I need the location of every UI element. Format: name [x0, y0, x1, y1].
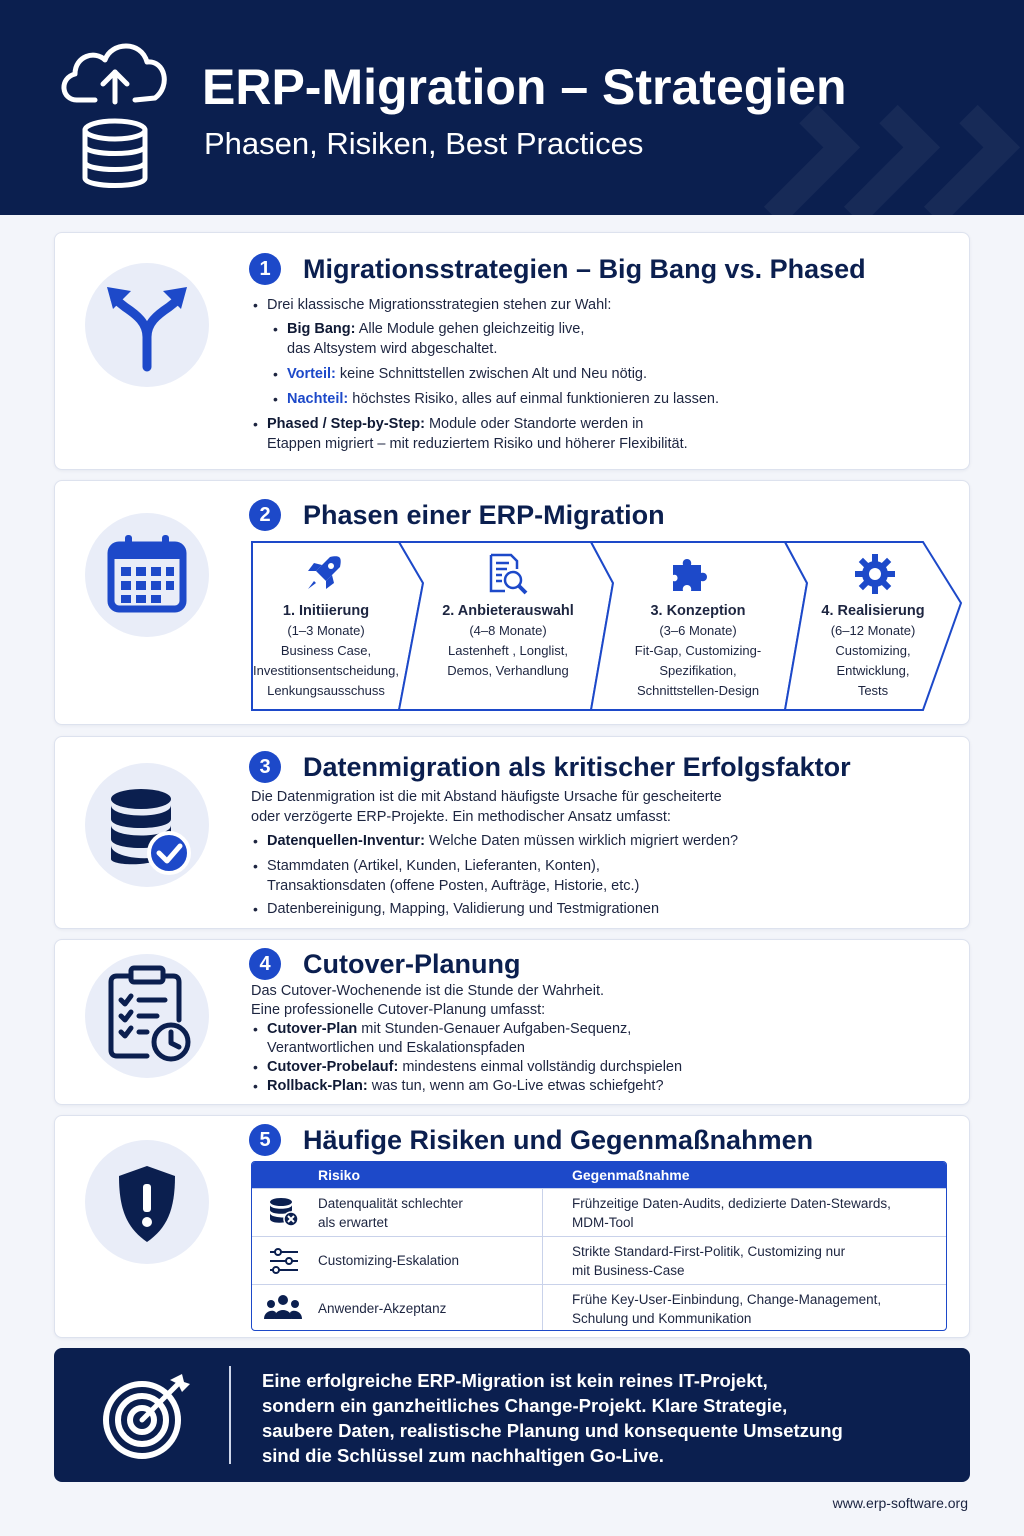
list-item [251, 295, 951, 315]
calendar-icon [85, 513, 209, 637]
gear-icon [852, 551, 898, 597]
phase-item [615, 601, 781, 701]
conclusion-line: saubere Daten, realistische Planung und konsequente Umsetzung [262, 1420, 843, 1441]
phase-duration: (4–8 Monate) [469, 623, 547, 638]
list-item [271, 389, 951, 409]
document-search-icon [485, 551, 531, 597]
measure-cell [572, 1290, 881, 1328]
bigbang-text-2: das Altsystem wird abgeschaltet. [287, 341, 498, 357]
rocket-icon [300, 551, 346, 597]
bigbang-label: Big Bang: [287, 321, 356, 337]
section-title: Cutover-Planung [303, 948, 521, 979]
risk-table [251, 1161, 947, 1331]
conclusion-text [262, 1368, 952, 1468]
phase-detail: Lenkungsausschuss [267, 683, 385, 698]
measure-text: Frühzeitige Daten-Audits, dedizierte Daten-Stewards, [572, 1196, 891, 1211]
icon-circle [85, 954, 209, 1078]
icon-circle [85, 513, 209, 637]
split-arrow-icon [85, 263, 209, 387]
bigbang-text: Alle Module gehen gleichzeitig live, [355, 321, 585, 337]
inventur-label: Datenquellen-Inventur: [267, 833, 425, 849]
list-item [251, 831, 951, 851]
phase-title: 2. Anbieterauswahl [442, 603, 574, 619]
probe-label: Cutover-Probelauf: [267, 1059, 399, 1075]
phased-text-2: Etappen migriert – mit reduziertem Risiko und höherer Flexibilität. [267, 436, 688, 452]
phase-detail: Spezifikation, [659, 663, 737, 678]
phase-title: 1. Initiierung [282, 603, 370, 619]
phase-detail: Customizing, [835, 643, 911, 658]
section-number: 5 [249, 1124, 281, 1156]
table-row [252, 1284, 946, 1331]
list-item [271, 364, 951, 384]
website-url[interactable]: www.erp-software.org [832, 1495, 968, 1511]
nachteil-label: Nachteil: [287, 391, 349, 407]
risk-text: Datenqualität schlechter [318, 1196, 463, 1211]
measure-text-2: mit Business-Case [572, 1263, 685, 1278]
target-icon [98, 1366, 194, 1462]
section-number: 3 [249, 751, 281, 783]
intro-text: Die Datenmigration ist die mit Abstand häufigste Ursache für gescheiterte [251, 789, 722, 805]
stammdaten-text: Stammdaten (Artikel, Kunden, Lieferanten, Konten), [267, 858, 600, 874]
bereinigung-text: Datenbereinigung, Mapping, Validierung und Testmigrationen [267, 901, 660, 917]
plan-text: mit Stunden-Genauer Aufgaben-Sequenz, [357, 1021, 632, 1037]
transaktionsdaten-text: Transaktionsdaten (offene Posten, Aufträge, Historie, etc.) [267, 878, 640, 894]
phase-title: 4. Realisierung [821, 603, 925, 619]
section-title: Häufige Risiken und Gegenmaßnahmen [303, 1124, 814, 1155]
nachteil-text: höchstes Risiko, alles auf einmal funktionieren zu lassen. [348, 391, 719, 407]
risk-text: Customizing-Eskalation [318, 1253, 460, 1268]
phase-item [253, 601, 399, 701]
shield-alert-icon [85, 1140, 209, 1264]
phase-title: 3. Konzeption [650, 603, 746, 619]
section-number: 1 [249, 253, 281, 285]
list-item [251, 1077, 951, 1096]
section-phases [54, 480, 970, 725]
section-strategies [54, 232, 970, 470]
phase-detail: Tests [857, 683, 889, 698]
intro-text: Eine professionelle Cutover-Planung umfasst: [251, 1002, 546, 1018]
column-header-risk: Risiko [318, 1167, 361, 1183]
phase-detail: Fit-Gap, Customizing- [634, 643, 762, 658]
phase-item [429, 601, 587, 681]
clipboard-clock-icon [85, 954, 209, 1078]
plan-text-2: Verantwortlichen und Eskalationspfaden [267, 1040, 525, 1056]
phase-detail: Business Case, [280, 643, 372, 658]
section-cutover [54, 939, 970, 1105]
phase-detail: Lastenheft , Longlist, [448, 643, 568, 658]
measure-text: Frühe Key-User-Einbindung, Change-Management, [572, 1292, 882, 1307]
icon-circle [85, 763, 209, 887]
intro-text: oder verzögerte ERP-Projekte. Ein methodischer Ansatz umfasst: [251, 809, 671, 825]
section-title: Migrationsstrategien – Big Bang vs. Phased [303, 253, 866, 284]
list-item [251, 1058, 951, 1077]
cloud-database-icon [55, 30, 175, 190]
conclusion-banner [54, 1348, 970, 1482]
icon-circle [85, 1140, 209, 1264]
risk-cell [318, 1194, 463, 1232]
sliders-icon [264, 1246, 302, 1276]
list-item [251, 414, 951, 454]
plan-label: Cutover-Plan [267, 1021, 358, 1037]
table-row [252, 1236, 946, 1284]
conclusion-line: sind die Schlüssel zum nachhaltigen Go-Live. [262, 1445, 664, 1466]
phase-item [811, 601, 935, 701]
page-subtitle: Phasen, Risiken, Best Practices [204, 126, 644, 161]
section-number: 2 [249, 499, 281, 531]
list-item [251, 899, 951, 919]
database-x-icon [264, 1197, 302, 1227]
vorteil-text: keine Schnittstellen zwischen Alt und Neu nötig. [335, 366, 648, 382]
table-row [252, 1188, 946, 1236]
section-title: Phasen einer ERP-Migration [303, 499, 665, 530]
section-data-migration [54, 736, 970, 929]
conclusion-line: Eine erfolgreiche ERP-Migration ist kein reines IT-Projekt, [262, 1370, 768, 1391]
intro-text: Drei klassische Migrationsstrategien stehen zur Wahl: [267, 297, 612, 313]
measure-cell [572, 1242, 845, 1280]
phased-text: Module oder Standorte werden in [424, 416, 644, 432]
risk-text-2: als erwartet [318, 1215, 388, 1230]
vorteil-label: Vorteil: [287, 366, 336, 382]
section-risks [54, 1115, 970, 1338]
risk-text: Anwender-Akzeptanz [318, 1301, 447, 1316]
phase-duration: (1–3 Monate) [287, 623, 365, 638]
measure-cell [572, 1194, 891, 1232]
section-title: Datenmigration als kritischer Erfolgsfaktor [303, 751, 851, 782]
divider [229, 1366, 231, 1464]
measure-text-2: MDM-Tool [572, 1215, 634, 1230]
column-header-measure: Gegenmaßnahme [572, 1167, 690, 1183]
list-item [251, 1020, 951, 1058]
table-header [252, 1162, 946, 1188]
phase-detail: Demos, Verhandlung [447, 663, 569, 678]
phase-timeline [251, 541, 963, 711]
phase-detail: Entwicklung, [836, 663, 910, 678]
rollback-text: was tun, wenn am Go-Live etwas schiefgeht? [367, 1078, 664, 1094]
phase-detail: Schnittstellen-Design [636, 683, 760, 698]
measure-text: Strikte Standard-First-Politik, Customizing nur [572, 1244, 846, 1259]
conclusion-line: sondern ein ganzheitliches Change-Projekt. Klare Strategie, [262, 1395, 788, 1416]
probe-text: mindestens einmal vollständig durchspielen [398, 1059, 683, 1075]
puzzle-icon [667, 551, 713, 597]
phase-duration: (6–12 Monate) [830, 623, 916, 638]
phase-detail: Investitionsentscheidung, [253, 663, 399, 678]
section-number: 4 [249, 948, 281, 980]
list-item [271, 319, 951, 359]
inventur-text: Welche Daten müssen wirklich migriert werden? [424, 833, 739, 849]
phase-duration: (3–6 Monate) [659, 623, 737, 638]
rollback-label: Rollback-Plan: [267, 1078, 368, 1094]
measure-text-2: Schulung und Kommunikation [572, 1311, 752, 1326]
intro-text: Das Cutover-Wochenende ist die Stunde der Wahrheit. [251, 983, 605, 999]
page-title: ERP-Migration – Strategien [202, 59, 847, 115]
users-icon [264, 1293, 302, 1323]
database-check-icon [85, 763, 209, 887]
phased-label: Phased / Step-by-Step: [267, 416, 425, 432]
header-banner [0, 0, 1024, 215]
icon-circle [85, 263, 209, 387]
list-item [251, 856, 951, 896]
